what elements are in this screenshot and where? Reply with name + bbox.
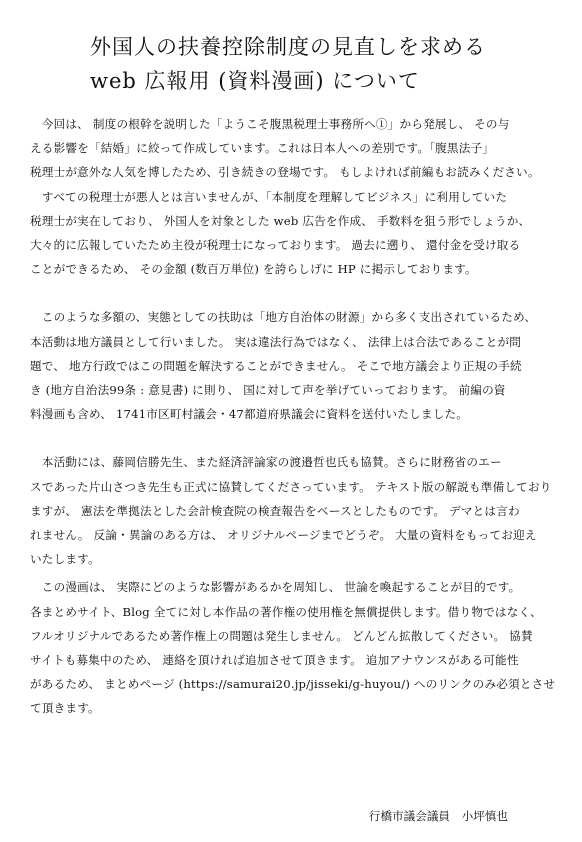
paragraph-intro — [30, 112, 560, 281]
text-line: この漫画は、 実際にどのような影響があるかを周知し、 世論を喚起することが目的です。 — [30, 580, 521, 595]
text-line: き (地方自治法99条 : 意見書) に則り、 国に対して声を挙げていっております。 前編の資 — [30, 383, 506, 398]
paragraph-spacer — [30, 426, 560, 450]
title-line-2: web 広報用 (資料漫画) について — [90, 69, 420, 93]
text-line: すべての税理士が悪人とは言いませんが、「本制度を理解してビジネス」に利用していた — [30, 189, 508, 204]
text-line: いたします。 — [30, 552, 100, 567]
text-line-with-link: があるため、 まとめページ (https://samurai20.jp/jisseki/g-huyou/) へのリンクのみ必須とさせ — [30, 677, 556, 692]
text-line: 本活動には、藤岡信勝先生、また経済評論家の渡邉哲也氏も協賛。さらに財務省のエー — [30, 455, 502, 470]
text-line: スであった片山さつき先生も正式に協賛してくださっています。 テキスト版の解説も準備しており — [30, 479, 552, 494]
paragraph-usage — [30, 575, 560, 720]
text-line: ことができるため、 その金額 (数百万単位) を誇らしげに HP に掲示しております。 — [30, 262, 477, 277]
text-line: れません。 反論・異論のある方は、 オリジナルページまでどうぞ。 大量の資料をもってお迎え — [30, 528, 537, 543]
author-signature: 行橋市議会議員 小坪慎也 — [368, 809, 508, 823]
paragraph-supporters — [30, 450, 560, 571]
paragraph-spacer — [30, 281, 560, 305]
text-line: て頂きます。 — [30, 701, 100, 716]
text-line: サイトも募集中のため、 連絡を頂ければ追加させて頂きます。 追加アナウンスがある可能性 — [30, 653, 519, 668]
text-line: える影響を「結婚」に絞って作成しています。これは日本人への差別です。「腹黒法子」 — [30, 141, 495, 156]
text-line: フルオリジナルであるため著作権上の問題は発生しません。 どんどん拡散してください。 協賛 — [30, 628, 533, 643]
text-line: 大々的に広報していたため主役が税理士になっております。 過去に遡り、 還付金を受け取る — [30, 238, 521, 253]
text-line: 税理士が実在しており、 外国人を対象とした web 広告を作成、 手数料を狙う形でしょうか、 — [30, 213, 531, 228]
paragraph-financing — [30, 305, 560, 426]
document-title — [90, 30, 560, 98]
text-line: 各まとめサイト、Blog 全てに対し本作品の著作権の使用権を無償提供します。借り物ではなく、 — [30, 604, 542, 619]
text-line: 題で、 地方行政ではこの問題を解決することができません。 そこで地方議会より正規の手続 — [30, 358, 522, 373]
text-line: 本活動は地方議員として行いました。 実は違法行為ではなく、 法律上は合法であることが問 — [30, 334, 522, 349]
text-line: ますが、 憲法を準拠法とした会計検査院の検査報告をベースとしたものです。 デマとは言わ — [30, 503, 520, 518]
title-line-1: 外国人の扶養控除制度の見直しを求める — [90, 35, 486, 59]
text-line: 料漫画も含め、 1741市区町村議会・47都道府県議会に資料を送付いたしました。 — [30, 407, 469, 422]
text-line: 今回は、 制度の根幹を説明した「ようこそ腹黒税理士事務所へ①」から発展し、 その与 — [30, 117, 510, 131]
text-line: 税理士が意外な人気を博したため、引き続きの登場です。 もしよければ前編もお読みください。 — [30, 165, 540, 180]
document-body — [30, 112, 560, 721]
text-line: このような多額の、実態としての扶助は「地方自治体の財源」から多く支出されているため、 — [30, 310, 537, 325]
